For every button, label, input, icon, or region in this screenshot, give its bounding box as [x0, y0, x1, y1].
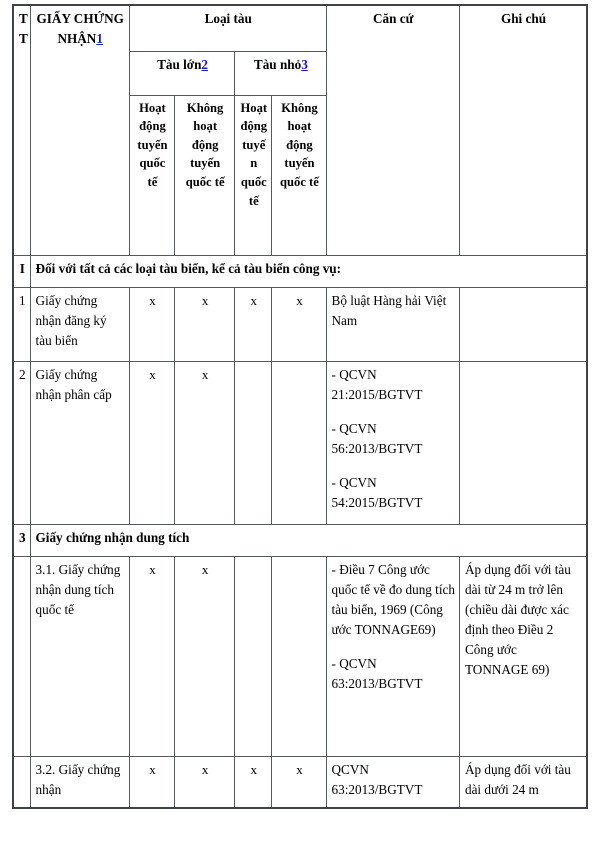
mark-large-non-intl: x [175, 287, 235, 361]
row-note [459, 287, 587, 361]
row-basis [326, 361, 459, 524]
note-paragraph: Áp dụng đối với tàu dài dưới 24 m [464, 761, 571, 797]
mark-large-intl: x [129, 756, 174, 808]
row-number [13, 556, 30, 756]
table-header-row-1 [13, 5, 587, 51]
mark-large-intl: x [129, 361, 174, 524]
footnote-marker-2[interactable]: 2 [201, 56, 208, 72]
header-basis: Căn cứ [326, 5, 459, 255]
header-small-ship [235, 51, 326, 95]
basis-paragraph: - QCVN 54:2015/BGTVT [331, 474, 423, 510]
mark-large-non-intl: x [175, 556, 235, 756]
footnote-marker-3[interactable]: 3 [301, 56, 308, 72]
header-small-non-intl: Không hoạt động tuyến quốc tế [272, 95, 326, 255]
mark-large-non-intl: x [175, 361, 235, 524]
header-large-intl: Hoạt động tuyến quốc tế [129, 95, 174, 255]
basis-paragraph: - QCVN 21:2015/BGTVT [331, 366, 423, 402]
mark-large-non-intl: x [175, 756, 235, 808]
table-row [13, 361, 587, 524]
row-certificate-name: 3.1. Giấy chứng nhận dung tích quốc tế [30, 556, 129, 756]
basis-paragraph: QCVN 63:2013/BGTVT [331, 761, 423, 797]
header-small-intl: Hoạt động tuyến quốc tế [235, 95, 272, 255]
row-number: 1 [13, 287, 30, 361]
row-note [459, 756, 587, 808]
mark-small-intl: x [235, 756, 272, 808]
header-large-ship-label: Tàu lớn [157, 56, 202, 72]
mark-large-intl: x [129, 556, 174, 756]
header-ship-type: Loại tàu [129, 5, 326, 51]
mark-small-intl [235, 556, 272, 756]
mark-small-non-intl: x [272, 287, 326, 361]
section-row-3 [13, 524, 587, 556]
section-row-I [13, 255, 587, 287]
header-large-ship [129, 51, 234, 95]
section-number: 3 [13, 524, 30, 556]
table-row [13, 756, 587, 808]
row-note [459, 556, 587, 756]
footnote-marker-1[interactable]: 1 [96, 31, 103, 47]
table-row [13, 287, 587, 361]
basis-paragraph: - QCVN 56:2013/BGTVT [331, 420, 423, 456]
row-basis [326, 556, 459, 756]
section-title: Giấy chứng nhận dung tích [30, 524, 587, 556]
mark-small-non-intl [272, 556, 326, 756]
row-number: 2 [13, 361, 30, 524]
header-certificate [30, 5, 129, 255]
mark-small-intl [235, 361, 272, 524]
row-certificate-name: Giấy chứng nhận phân cấp [30, 361, 129, 524]
row-basis [326, 756, 459, 808]
header-tt: TT [13, 5, 30, 255]
row-certificate-name: Giấy chứng nhận đăng ký tàu biển [30, 287, 129, 361]
basis-paragraph: - Điều 7 Công ước quốc tế về đo dung tích tàu biển, 1969 (Công ước TONNAGE69) [331, 561, 455, 637]
mark-small-non-intl [272, 361, 326, 524]
mark-small-intl: x [235, 287, 272, 361]
section-title: Đối với tất cả các loại tàu biển, kể cả tàu biển công vụ: [30, 255, 587, 287]
row-note [459, 361, 587, 524]
header-certificate-label: GIẤY CHỨNG NHẬN [36, 11, 124, 47]
certificate-requirements-table [12, 4, 588, 809]
mark-large-intl: x [129, 287, 174, 361]
note-paragraph: Áp dụng đối với tàu dài từ 24 m trở lên (chiều dài được xác định theo Điều 2 Công ước TONNAGE 69) [464, 561, 571, 677]
table-row [13, 556, 587, 756]
basis-paragraph: - QCVN 63:2013/BGTVT [331, 655, 423, 691]
mark-small-non-intl: x [272, 756, 326, 808]
header-small-ship-label: Tàu nhỏ [253, 56, 302, 72]
header-note: Ghi chú [459, 5, 587, 255]
row-number [13, 756, 30, 808]
header-large-non-intl: Không hoạt động tuyến quốc tế [175, 95, 235, 255]
basis-paragraph: Bộ luật Hàng hải Việt Nam [331, 292, 447, 328]
section-number: I [13, 255, 30, 287]
row-certificate-name: 3.2. Giấy chứng nhận [30, 756, 129, 808]
row-basis [326, 287, 459, 361]
